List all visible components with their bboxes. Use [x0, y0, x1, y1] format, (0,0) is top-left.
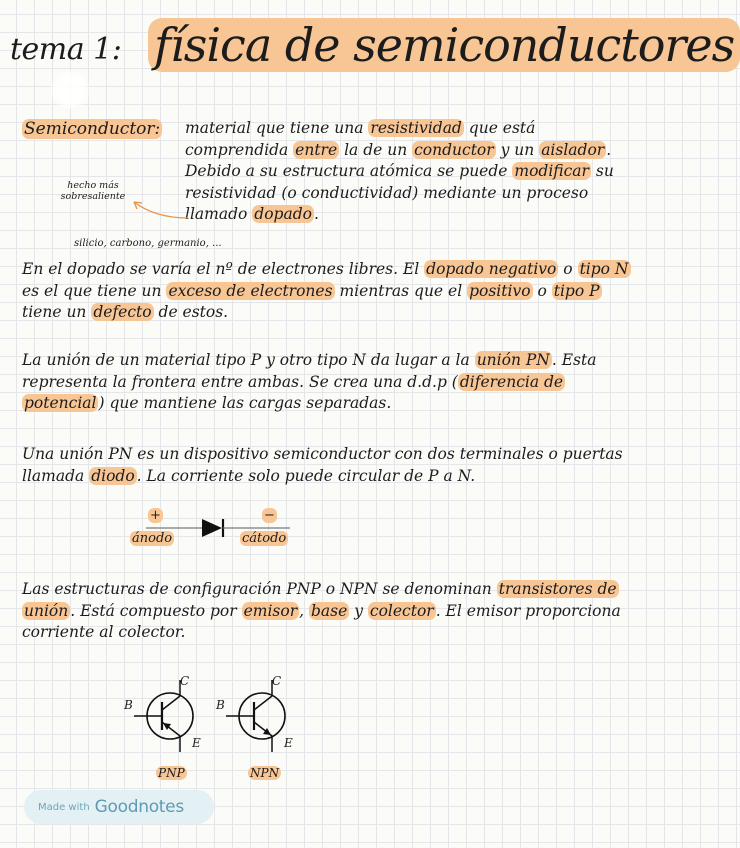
def-text: su resistividad (o conductividad) mediante un proceso llamado: [185, 162, 614, 223]
npn-highlight: NPN: [250, 766, 280, 780]
def-highlight: dopado: [254, 205, 312, 223]
para-text: ) que mantiene las cargas separadas.: [98, 394, 392, 412]
paragraph-diodo: [22, 444, 642, 487]
page-title: [10, 14, 735, 84]
pnp-highlight: PNP: [158, 766, 185, 780]
def-highlight: conductor: [414, 140, 494, 159]
anode-highlight: ánodo: [132, 531, 173, 546]
para-highlight: base: [310, 601, 348, 620]
pnp-emitter-label: E: [192, 736, 201, 750]
anode-label: [130, 531, 174, 546]
pnp-base-label: B: [124, 698, 133, 712]
para-text: tiene un: [22, 303, 92, 321]
definition-text: [185, 118, 635, 226]
def-text: y un: [495, 140, 540, 159]
cathode-label: [240, 531, 288, 546]
para-highlight: tipo P: [553, 281, 600, 300]
plus-highlight: +: [150, 508, 161, 523]
para-text: . Esta representa la frontera entre ambas. Se crea una d.d.p (: [22, 351, 597, 391]
para-highlight: unión PN: [476, 351, 550, 369]
def-text: que está comprendida: [185, 119, 536, 159]
paragraph-transistor: [22, 579, 642, 644]
para-text: o: [532, 281, 552, 300]
para-text: . La corriente solo puede circular de P a N.: [136, 466, 476, 485]
eraser-mark: [52, 72, 88, 108]
para-highlight: positivo: [469, 281, 531, 300]
def-highlight: modificar: [514, 162, 589, 180]
para-text: . Está compuesto por: [70, 601, 242, 620]
npn-transistor: [214, 672, 304, 782]
badge-brand: Goodnotes: [94, 797, 184, 817]
para-text: En el dopado se varía el nº de electrones libres. El: [22, 260, 425, 278]
pnp-transistor: [122, 672, 212, 782]
annotation-arrow-icon: [128, 196, 190, 222]
para-text: Una unión PN es un dispositivo semiconductor con dos terminales o puertas llamada: [22, 445, 623, 485]
def-highlight: resistividad: [370, 119, 462, 137]
npn-emitter-label: E: [284, 736, 293, 750]
para-highlight: defecto: [93, 303, 152, 321]
para-text: La unión de un material tipo P y otro tipo N da lugar a la: [22, 351, 475, 369]
para-text: ,: [299, 601, 309, 620]
cathode-highlight: cátodo: [242, 531, 287, 546]
para-text: es el que tiene un: [22, 281, 167, 300]
side-note: hecho más sobresaliente: [60, 180, 126, 202]
examples-note: silicio, carbono, germanio, ...: [74, 238, 222, 249]
npn-base-label: B: [216, 698, 225, 712]
def-text: . Debido a su estructura atómica se puede: [185, 140, 612, 180]
paragraph-dopado: [22, 259, 642, 324]
para-highlight: diferencia de potencial: [24, 372, 564, 412]
def-highlight: entre: [295, 140, 338, 159]
para-highlight: emisor: [243, 601, 298, 620]
title-main: [148, 18, 740, 72]
para-text: o: [558, 260, 578, 278]
para-text: de estos.: [153, 303, 229, 321]
minus-highlight: −: [264, 508, 275, 523]
title-prefix: tema 1:: [10, 32, 122, 67]
para-highlight: transistores de unión: [24, 580, 617, 620]
pnp-label: [156, 766, 187, 780]
para-text: mientras que el: [334, 281, 468, 300]
def-highlight: aislador: [541, 140, 605, 159]
made-with-goodnotes-badge[interactable]: [24, 790, 214, 824]
paragraph-union: [22, 350, 642, 415]
title-highlight: física de semiconductores: [148, 18, 740, 72]
para-highlight: colector: [369, 601, 434, 620]
npn-collector-label: C: [272, 674, 282, 688]
pnp-collector-label: C: [180, 674, 190, 688]
para-highlight: exceso de electrones: [168, 281, 333, 300]
para-highlight: diodo: [91, 466, 135, 485]
para-highlight: tipo N: [579, 260, 629, 278]
badge-made-with: Made with: [38, 801, 90, 813]
term-highlight: Semiconductor:: [24, 119, 161, 139]
npn-label: [248, 766, 281, 780]
para-text: Las estructuras de configuración PNP o NPN se denominan: [22, 580, 497, 598]
def-text: .: [313, 205, 319, 223]
def-text: material que tiene una: [185, 119, 369, 137]
def-text: la de un: [339, 140, 413, 159]
diode-diagram: [120, 506, 310, 552]
para-highlight: dopado negativo: [426, 260, 557, 278]
definition-term: [22, 119, 162, 139]
para-text: . El emisor proporciona corriente al colector.: [22, 601, 621, 641]
para-text: y: [349, 601, 368, 620]
